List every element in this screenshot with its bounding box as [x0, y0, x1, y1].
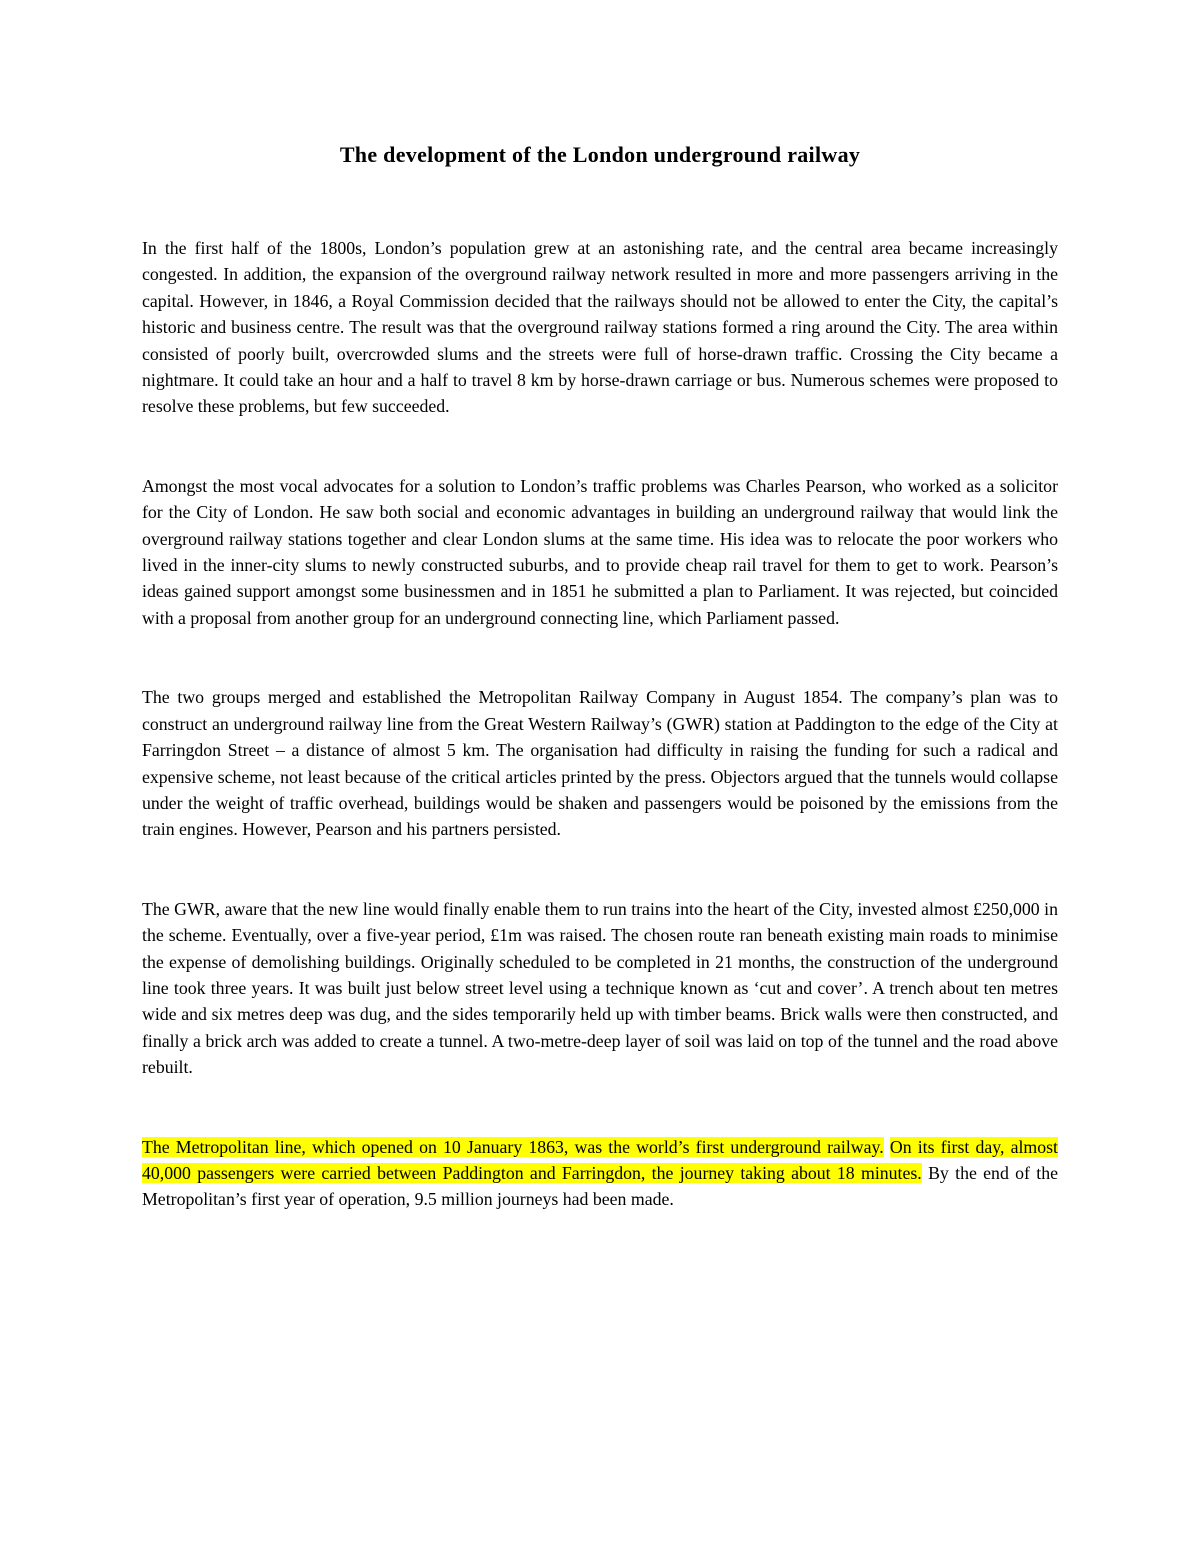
document-title: The development of the London underground railway	[339, 142, 861, 167]
paragraph-opening	[142, 1134, 1058, 1213]
document-body	[142, 235, 1058, 1266]
paragraph-metropolitan-railway-company: The two groups merged and established the Metropolitan Railway Company in August 1854. The company’s plan was to construct an underground railway line from the Great Western Railway’s (GWR) station at Paddington to the edge of the City at Farringdon Street – a distance of almost 5 km. The organisation had difficulty in raising the funding for such a radical and expensive scheme, not least because of the critical articles printed by the press. Objectors argued that the tunnels would collapse under the weight of traffic overhead, buildings would be shaken and passengers would be poisoned by the emissions from the train engines. However, Pearson and his partners persisted.	[142, 687, 1058, 840]
paragraph-population-growth: In the first half of the 1800s, London’s population grew at an astonishing rate, and the central area became increasingly congested. In addition, the expansion of the overground railway network resulted in more and more passengers arriving in the capital. However, in 1846, a Royal Commission decided that the railways should not be allowed to enter the City, the capital’s historic and business centre. The result was that the overground railway stations formed a ring around the City. The area within consisted of poorly built, overcrowded slums and the streets were full of horse-drawn traffic. Crossing the City became a nightmare. It could take an hour and a half to travel 8 km by horse-drawn carriage or bus. Numerous schemes were proposed to resolve these problems, but few succeeded.	[142, 238, 1058, 417]
paragraph-charles-pearson: Amongst the most vocal advocates for a solution to London’s traffic problems was Charles Pearson, who worked as a solicitor for the City of London. He saw both social and economic advantages in building an underground railway that would link the overground railway stations together and clear London slums at the same time. His idea was to relocate the poor workers who lived in the inner-city slums to newly constructed suburbs, and to provide cheap rail travel for them to get to work. Pearson’s ideas gained support amongst some businessmen and in 1851 he submitted a plan to Parliament. It was rejected, but coincided with a proposal from another group for an underground connecting line, which Parliament passed.	[142, 475, 1058, 628]
highlighted-text-opening: The Metropolitan line, which opened on 10 January 1863, was the world’s first underground railway.	[142, 1136, 884, 1157]
paragraph-construction: The GWR, aware that the new line would finally enable them to run trains into the heart of the City, invested almost £250,000 in the scheme. Eventually, over a five-year period, £1m was raised. The chosen route ran beneath existing main roads to minimise the expense of demolishing buildings. Originally scheduled to be completed in 21 months, the construction of the underground line took three years. It was built just below street level using a technique known as ‘cut and cover’. A trench about ten metres wide and six metres deep was dug, and the sides temporarily held up with timber beams. Brick walls were then constructed, and finally a brick arch was added to create a tunnel. A two-metre-deep layer of soil was laid on top of the tunnel and the road above rebuilt.	[142, 898, 1058, 1078]
paragraph-opening-rest: By the end of the Metropolitan’s first year of operation, 9.5 million journeys had been made.	[142, 1162, 1058, 1210]
highlighted-text-first-day: On its first day, almost 40,000 passengers were carried between Paddington and Farringdon, the journey taking about 18 minutes.	[142, 1136, 1058, 1183]
